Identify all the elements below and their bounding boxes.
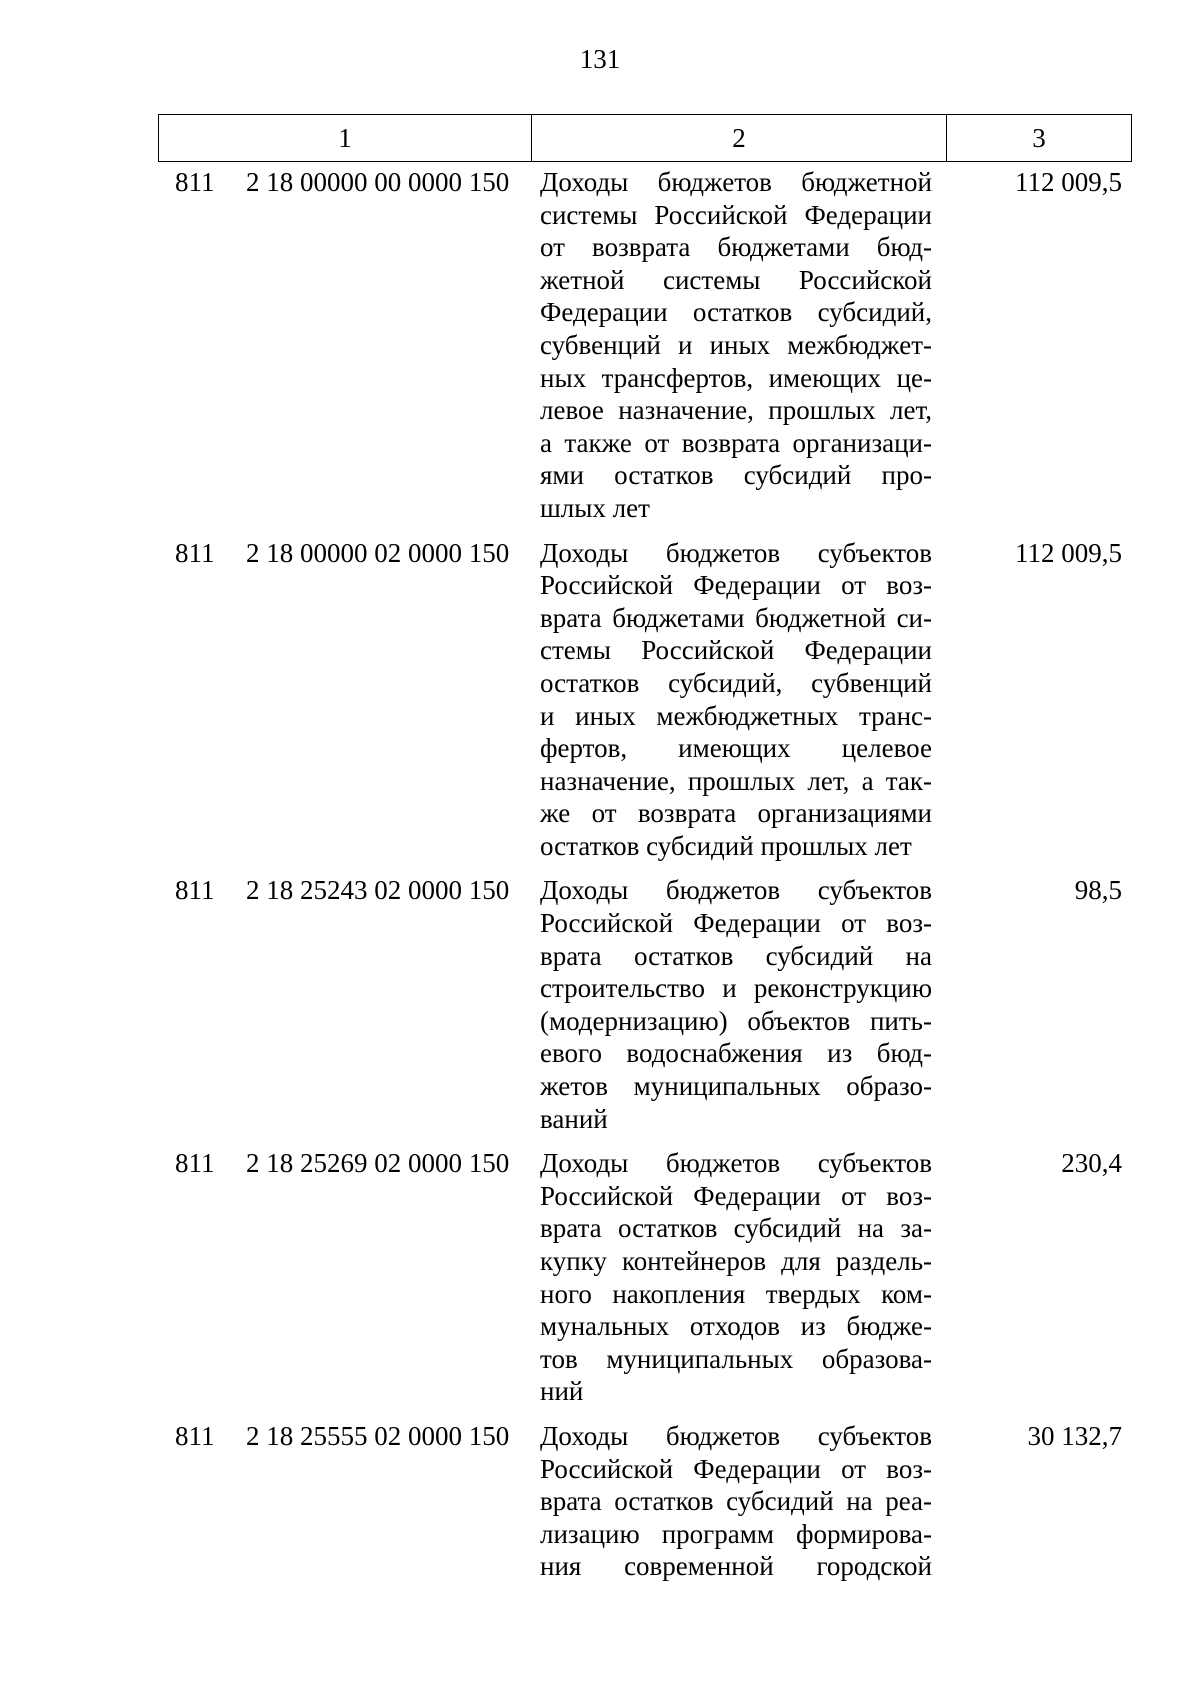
table-row xyxy=(158,1420,1132,1583)
description-line: фертов, имеющих целевое xyxy=(540,733,932,764)
description-line: остатков субсидий прошлых лет xyxy=(540,830,912,861)
income-description xyxy=(540,874,932,1135)
admin-code: 811 xyxy=(175,875,215,906)
income-description xyxy=(540,1147,932,1408)
description-line: мунальных отходов из бюдже- xyxy=(540,1311,932,1342)
amount: 98,5 xyxy=(1074,875,1122,906)
description-line: а также от возврата организаци- xyxy=(540,427,932,458)
description-line: врата остатков субсидий на реа- xyxy=(540,1486,932,1517)
description-line: Российской Федерации от воз- xyxy=(540,570,932,601)
description-line: и иных межбюджетных транс- xyxy=(540,700,932,731)
description-line: субвенций и иных межбюджет- xyxy=(540,329,932,360)
income-description xyxy=(540,1420,932,1583)
description-line: Доходы бюджетов субъектов xyxy=(540,1148,932,1179)
description-line: строительство и реконструкцию xyxy=(540,973,932,1004)
description-line: евого водоснабжения из бюд- xyxy=(540,1038,932,1069)
description-line: шлых лет xyxy=(540,492,650,523)
description-line: Федерации остатков субсидий, xyxy=(540,297,932,328)
description-line: Доходы бюджетов субъектов xyxy=(540,537,932,568)
table-row xyxy=(158,1147,1132,1408)
budget-classification-code: 2 18 00000 00 0000 150 xyxy=(246,167,510,197)
budget-classification-code: 2 18 25269 02 0000 150 xyxy=(246,1148,510,1179)
budget-classification-code: 2 18 00000 02 0000 150 xyxy=(246,537,510,568)
description-line: ния современной городской xyxy=(540,1551,932,1582)
description-line: ний xyxy=(540,1376,584,1407)
description-line: врата остатков субсидий на за- xyxy=(540,1213,932,1244)
description-line: лизацию программ формирова- xyxy=(540,1518,932,1549)
table-body xyxy=(158,166,1132,1595)
budget-classification-code: 2 18 25555 02 0000 150 xyxy=(246,1420,510,1451)
description-line: ного накопления твердых ком- xyxy=(540,1278,932,1309)
header-col-3: 3 xyxy=(1032,122,1046,153)
header-col-2: 2 xyxy=(532,115,947,161)
description-line: Доходы бюджетов субъектов xyxy=(540,875,932,906)
admin-code: 811 xyxy=(175,1420,215,1451)
amount: 230,4 xyxy=(1061,1148,1122,1179)
description-line: Российской Федерации от воз- xyxy=(540,1453,932,1484)
description-line: жетной системы Российской xyxy=(540,264,932,295)
description-line: купку контейнеров для раздель- xyxy=(540,1246,932,1276)
description-line: же от возврата организациями xyxy=(540,798,932,829)
description-line: системы Российской Федерации xyxy=(540,199,932,230)
description-line: стемы Российской Федерации xyxy=(540,635,932,666)
description-line: левое назначение, прошлых лет, xyxy=(540,395,932,426)
admin-code: 811 xyxy=(175,537,215,568)
admin-code: 811 xyxy=(175,167,215,197)
description-line: Доходы бюджетов субъектов xyxy=(540,1420,932,1451)
amount: 112 009,5 xyxy=(1015,167,1122,197)
page-number: 131 xyxy=(579,44,621,74)
amount: 112 009,5 xyxy=(1015,537,1122,568)
description-line: Доходы бюджетов бюджетной xyxy=(540,167,932,197)
description-line: назначение, прошлых лет, а так- xyxy=(540,765,932,796)
income-description xyxy=(540,537,932,863)
amount: 30 132,7 xyxy=(1027,1420,1122,1451)
budget-classification-code: 2 18 25243 02 0000 150 xyxy=(246,875,510,906)
description-line: ных трансфертов, имеющих це- xyxy=(540,362,932,393)
admin-code: 811 xyxy=(175,1148,215,1179)
description-line: ями остатков субсидий про- xyxy=(540,460,932,491)
table-row xyxy=(158,874,1132,1135)
description-line: врата бюджетами бюджетной си- xyxy=(540,602,932,633)
description-line: тов муниципальных образова- xyxy=(540,1343,932,1374)
table-row xyxy=(158,537,1132,863)
description-line: жетов муниципальных образо- xyxy=(540,1071,932,1102)
description-line: Российской Федерации от воз- xyxy=(540,1180,932,1211)
table-header xyxy=(158,114,1132,162)
description-line: врата остатков субсидий на xyxy=(540,940,932,971)
description-line: (модернизацию) объектов пить- xyxy=(540,1005,932,1036)
description-line: от возврата бюджетами бюд- xyxy=(540,232,932,263)
description-line: остатков субсидий, субвенций xyxy=(540,667,932,698)
income-description xyxy=(540,166,932,525)
description-line: ваний xyxy=(540,1103,608,1134)
table-row xyxy=(158,166,1132,525)
header-col-1: 1 xyxy=(159,115,532,161)
description-line: Российской Федерации от воз- xyxy=(540,908,932,939)
